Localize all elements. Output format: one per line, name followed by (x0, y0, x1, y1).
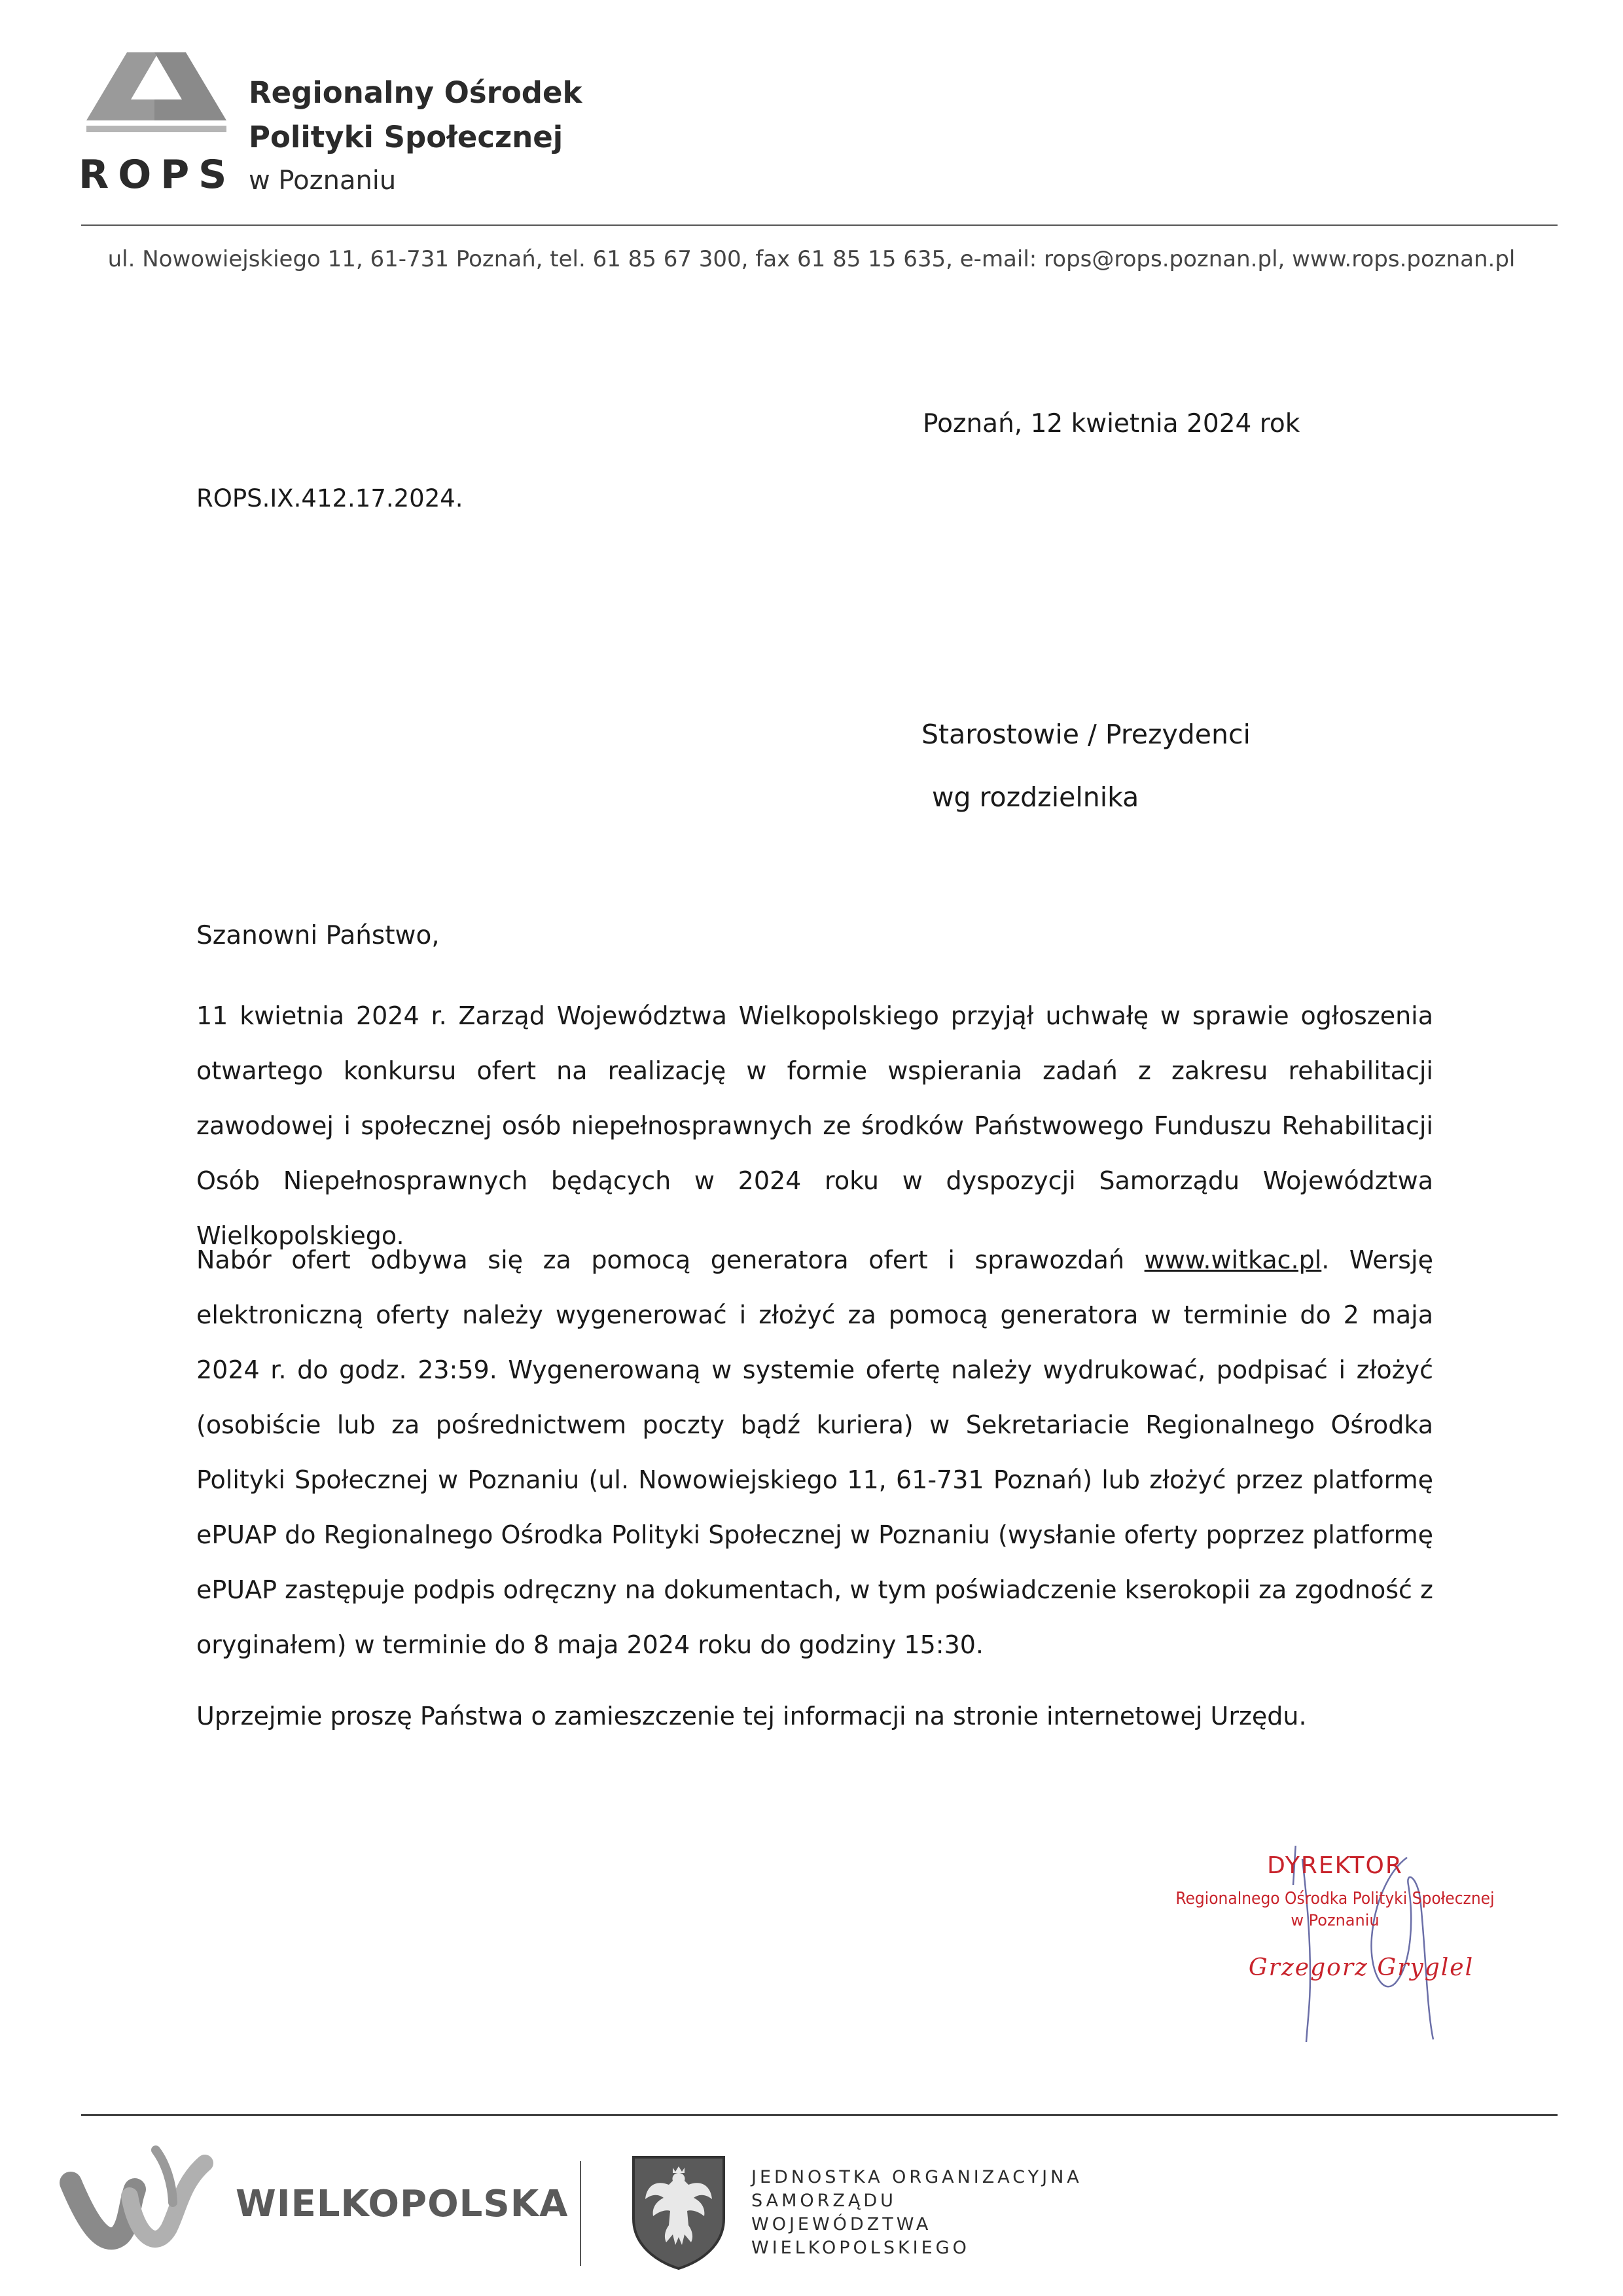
unit-line-3: WOJEWÓDZTWA (751, 2214, 932, 2234)
org-name-line-1: Regionalny Ośrodek (249, 75, 582, 110)
paragraph-request: Uprzejmie proszę Państwa o zamieszczenie tej informacji na stronie internetowej Urzędu. (196, 1702, 1307, 1731)
director-stamp (1139, 1846, 1531, 2042)
stamp-organization: Regionalnego Ośrodka Polityki Społecznej (1175, 1889, 1495, 1909)
unit-line-4: WIELKOPOLSKIEGO (751, 2238, 970, 2258)
stamp-title: DYREKTOR (1267, 1852, 1403, 1879)
org-city: w Poznaniu (249, 166, 397, 196)
paragraph-submission-text-end: . Wersję elektroniczną oferty należy wygenerować i złożyć za pomocą generatora w terminie do 2 maja 2024 r. do godz. 23:59. Wygenerowaną w systemie ofertę należy wydrukować, podpisać i złożyć (osobiście lub za pośrednictwem poczty bądź kuriera) w Sekretariacie Regionalnego Ośrodka Polityki Społecznej w Poznaniu (ul. Nowowiejskiego 11, 61-731 Poznań) lub złożyć przez platformę ePUAP do Regionalnego Ośrodka Polityki Społecznej w Poznaniu (wysłanie oferty poprzez platformę ePUAP zastępuje podpis odręczny na dokumentach, w tym poświadczenie kserokopii za zgodność z oryginałem) w terminie do 8 maja 2024 roku do godziny 15:30. (196, 1246, 1433, 1659)
unit-line-2: SAMORZĄDU (751, 2191, 897, 2211)
contact-line: ul. Nowowiejskiego 11, 61-731 Poznań, tel. 61 85 67 300, fax 61 85 15 635, e-mail: rops@rops.poznan.pl, www.rops.poznan.pl (107, 246, 1516, 272)
footer-vertical-divider (580, 2161, 581, 2266)
paragraph-submission (196, 1232, 1433, 1672)
coat-of-arms-eagle-icon (630, 2153, 728, 2271)
region-name: WIELKOPOLSKA (236, 2183, 569, 2225)
recipient-line-2: wg rozdzielnika (932, 781, 1139, 813)
header-divider (81, 224, 1558, 226)
stamp-city: w Poznaniu (1291, 1911, 1380, 1929)
paragraph-announcement: 11 kwietnia 2024 r. Zarząd Województwa Wielkopolskiego przyjął uchwałę w sprawie ogłoszenia otwartego konkursu ofert na realizację w formie wspierania zadań z zakresu rehabilitacji zawodowej i społecznej osób niepełnosprawnych ze środków Państwowego Funduszu Rehabilitacji Osób Niepełnosprawnych będących w 2024 roku w dyspozycji Samorządu Województwa Wielkopolskiego. (196, 1001, 1433, 1250)
unit-line-1: JEDNOSTKA ORGANIZACYJNA (751, 2167, 1082, 2187)
footer-divider (81, 2114, 1558, 2116)
salutation: Szanowni Państwo, (196, 921, 440, 950)
recipient-line-1: Starostowie / Prezydenci (921, 719, 1251, 750)
witkac-link[interactable]: www.witkac.pl (1144, 1246, 1322, 1274)
paragraph-submission-text-start: Nabór ofert odbywa się za pomocą generatora ofert i sprawozdań (196, 1246, 1145, 1274)
letter-date: Poznań, 12 kwietnia 2024 rok (923, 409, 1300, 439)
org-name-line-2: Polityki Społecznej (249, 120, 563, 154)
org-brand-acronym: ROPS (79, 152, 236, 198)
reference-number: ROPS.IX.412.17.2024. (196, 484, 463, 512)
stamp-signatory-name: Grzegorz Gryglel (1248, 1954, 1474, 1981)
wielkopolska-w-logo-icon (58, 2144, 215, 2255)
rops-logo-icon (81, 48, 232, 147)
